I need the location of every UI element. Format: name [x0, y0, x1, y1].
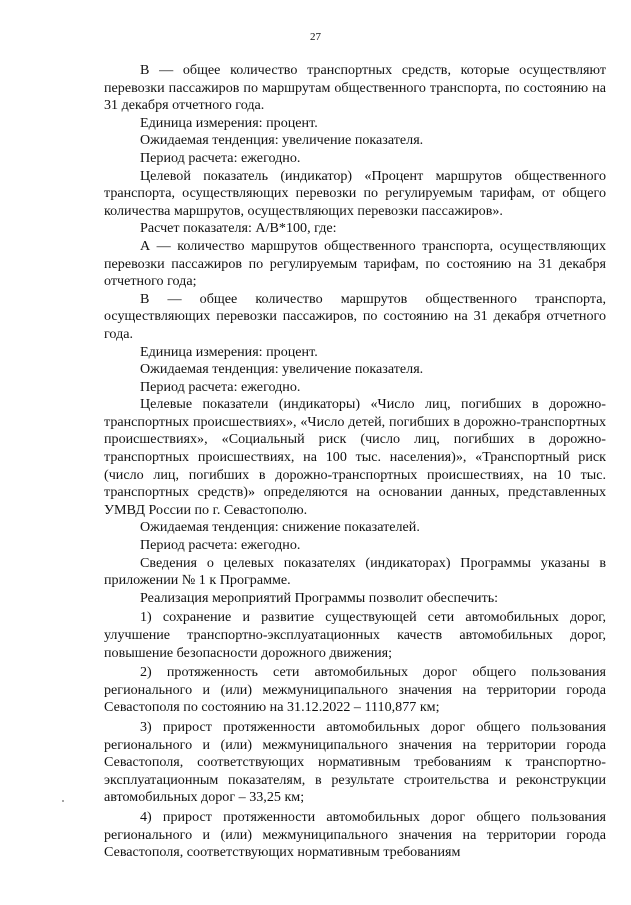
paragraph-trend-increase-2: Ожидаемая тенденция: увеличение показателя. — [140, 361, 424, 378]
list-item-4: 4) прирост протяженности автомобильных дорог общего пользования регионального и (или) межмуниципального значения на территории города Севастополя, соответствующих нормативным требованиям — [104, 808, 606, 861]
paragraph-implementation-intro: Реализация мероприятий Программы позволит обеспечить: — [140, 589, 499, 606]
paragraph-period-annual-2: Период расчета: ежегодно. — [140, 378, 301, 395]
paragraph-road-safety-indicators: Целевые показатели (индикаторы) «Число лиц, погибших в дорожно-транспортных происшествиях», «Число детей, погибших в дорожно-транспортных происшествиях», «Социальный риск (число лиц, погибших в дорожно-транспортных происшествиях, на 100 тыс. населения)», «Транспортный риск (число лиц, погибших в дорожно-транспортных происшествиях, на 10 тыс. транспортных средств)» определяются на основании данных, представленных УМВД России по г. Севастополю. — [104, 396, 606, 518]
page-number: 27 — [310, 31, 321, 43]
paragraph-target-indicator-routes: Целевой показатель (индикатор) «Процент маршрутов общественного транспорта, осуществляющих перевозки по регулируемым тарифам, от общего количества маршрутов, осуществляющих перевозки пассажиров». — [104, 167, 606, 219]
paragraph-b-routes-definition: В — общее количество маршрутов общественного транспорта, осуществляющих перевозки пассажиров, по состоянию на 31 декабря отчетного года. — [104, 290, 606, 342]
scan-speck — [62, 800, 64, 802]
paragraph-unit-percent-2: Единица измерения: процент. — [140, 343, 318, 360]
paragraph-a-routes-definition: А — количество маршрутов общественного транспорта, осуществляющих перевозки пассажиров по регулируемым тарифам, по состоянию на 31 декабря отчетного года; — [104, 237, 606, 290]
paragraph-indicators-appendix: Сведения о целевых показателях (индикаторах) Программы указаны в приложении № 1 к Программе. — [104, 554, 606, 589]
paragraph-b-vehicles-definition: В — общее количество транспортных средств, которые осуществляют перевозки пассажиров по маршрутам общественного транспорта, по состоянию на 31 декабря отчетного года. — [104, 62, 606, 114]
paragraph-period-annual-3: Период расчета: ежегодно. — [140, 537, 301, 554]
paragraph-trend-increase: Ожидаемая тенденция: увеличение показателя. — [140, 132, 424, 149]
list-item-1: 1) сохранение и развитие существующей сети автомобильных дорог, улучшение транспортно-эксплуатационных качеств автомобильных дорог, повышение безопасности дорожного движения; — [104, 609, 606, 661]
paragraph-trend-decrease: Ожидаемая тенденция: снижение показателей. — [140, 519, 420, 536]
list-item-2: 2) протяженность сети автомобильных дорог общего пользования регионального и (или) межмуниципального значения на территории города Севастополя по состоянию на 31.12.2022 – 1110,877 км; — [104, 664, 606, 716]
paragraph-period-annual: Период расчета: ежегодно. — [140, 149, 301, 166]
list-item-3: 3) прирост протяженности автомобильных дорог общего пользования регионального и (или) межмуниципального значения на территории города Севастополя, соответствующих нормативным требованиям к транспортно-эксплуатационным показателям, в результате строительства и реконструкции автомобильных дорог – 33,25 км; — [104, 718, 606, 806]
paragraph-unit-percent: Единица измерения: процент. — [140, 114, 318, 131]
document-body — [104, 62, 606, 862]
paragraph-calculation-formula: Расчет показателя: А/В*100, где: — [140, 220, 337, 237]
